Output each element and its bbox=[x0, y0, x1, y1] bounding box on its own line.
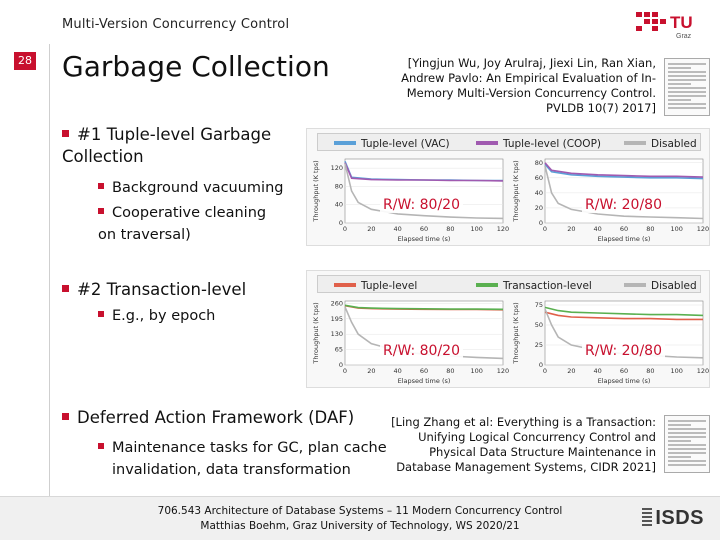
chart-tuple-level-gc bbox=[306, 128, 710, 246]
x-tick-label: 60 bbox=[619, 225, 629, 233]
y-tick-label: 130 bbox=[330, 330, 343, 339]
x-tick-label: 40 bbox=[393, 225, 402, 233]
x-tick-label: 20 bbox=[367, 225, 376, 233]
x-tick-label: 60 bbox=[419, 225, 429, 233]
legend-swatch bbox=[624, 141, 646, 145]
y-axis-label: Throughput (K tps) bbox=[312, 160, 320, 222]
legend-label: Tuple-level (VAC) bbox=[361, 138, 450, 150]
x-tick-label: 20 bbox=[367, 367, 376, 375]
x-tick-label: 60 bbox=[419, 367, 429, 375]
legend-label: Disabled bbox=[651, 280, 697, 292]
y-tick-label: 260 bbox=[330, 299, 343, 308]
isds-logo-mark bbox=[642, 508, 652, 526]
x-tick-label: 100 bbox=[670, 225, 683, 233]
y-axis-label: Throughput (K tps) bbox=[512, 160, 520, 222]
bullet-text: #2 Transaction-level bbox=[77, 280, 247, 299]
y-tick-label: 80 bbox=[334, 182, 343, 191]
left-margin-bar bbox=[0, 44, 50, 496]
label-rw-20-80: R/W: 20/80 bbox=[582, 197, 665, 213]
x-tick-label: 100 bbox=[470, 225, 483, 233]
x-tick-label: 40 bbox=[593, 367, 602, 375]
bullet-marker bbox=[62, 130, 69, 137]
plot-rw-20-80 bbox=[511, 297, 709, 387]
footer-course: 706.543 Architecture of Database Systems – 11 Modern Concurrency Control bbox=[157, 505, 563, 517]
x-tick-label: 120 bbox=[496, 367, 509, 375]
y-tick-label: 0 bbox=[538, 219, 543, 227]
y-tick-label: 40 bbox=[334, 200, 343, 209]
x-tick-label: 60 bbox=[619, 367, 629, 375]
x-tick-label: 20 bbox=[567, 367, 576, 375]
bullet-tuple-level-gc bbox=[62, 124, 302, 168]
logo-text: TU bbox=[670, 13, 693, 32]
paper-thumbnail-2 bbox=[664, 415, 710, 473]
sub-bullet-maintenance-tasks bbox=[98, 437, 398, 481]
sub-bullet-epoch bbox=[98, 305, 278, 327]
paper-thumbnail-1 bbox=[664, 58, 710, 116]
y-tick-label: 0 bbox=[338, 361, 343, 369]
isds-logo bbox=[642, 507, 704, 530]
isds-logo-text: ISDS bbox=[655, 507, 704, 529]
bullet-transaction-level bbox=[62, 279, 292, 301]
legend-item bbox=[334, 138, 450, 150]
x-tick-label: 0 bbox=[342, 367, 348, 375]
tu-graz-logo bbox=[634, 8, 700, 40]
label-rw-80-20: R/W: 80/20 bbox=[380, 197, 463, 213]
legend-swatch bbox=[624, 283, 646, 287]
y-tick-label: 120 bbox=[330, 164, 343, 173]
y-tick-label: 65 bbox=[334, 345, 343, 354]
y-tick-label: 80 bbox=[534, 158, 543, 167]
x-tick-label: 80 bbox=[646, 225, 655, 233]
footer bbox=[0, 496, 720, 540]
sub-bullet-text: Cooperative cleaning on traversal) bbox=[98, 205, 267, 243]
sub-bullet-text: E.g., by epoch bbox=[112, 308, 216, 324]
y-tick-label: 25 bbox=[534, 341, 543, 349]
x-tick-label: 80 bbox=[646, 367, 655, 375]
y-tick-label: 75 bbox=[534, 301, 543, 309]
bullet-marker bbox=[62, 413, 69, 420]
y-axis-label: Throughput (K tps) bbox=[312, 302, 320, 364]
citation-mvcc-paper: [Yingjun Wu, Joy Arulraj, Jiexi Lin, Ran Xian, Andrew Pavlo: An Empirical Evaluation of In-Memory Multi-Version Concurrency Control. PVLDB 10(7) 2017] bbox=[401, 56, 656, 115]
footer-author: Matthias Boehm, Graz University of Technology, WS 2020/21 bbox=[200, 520, 520, 532]
x-tick-label: 40 bbox=[393, 367, 402, 375]
sub-bullet-cooperative-cleaning bbox=[98, 202, 278, 246]
sub-bullet-text: Maintenance tasks for GC, plan cache invalidation, data transformation bbox=[112, 440, 387, 478]
legend-label: Tuple-level (COOP) bbox=[503, 138, 601, 150]
label-rw-80-20: R/W: 80/20 bbox=[380, 343, 463, 359]
y-tick-label: 50 bbox=[534, 321, 543, 329]
chart2-legend bbox=[317, 275, 701, 293]
x-tick-label: 0 bbox=[542, 225, 548, 233]
footer-text bbox=[0, 504, 720, 534]
x-tick-label: 40 bbox=[593, 225, 602, 233]
x-axis-label: Elapsed time (s) bbox=[397, 377, 451, 385]
sub-bullet-marker bbox=[98, 443, 104, 449]
x-tick-label: 120 bbox=[696, 225, 709, 233]
label-rw-20-80: R/W: 20/80 bbox=[582, 343, 665, 359]
bullet-text: Deferred Action Framework (DAF) bbox=[77, 408, 355, 427]
chart-transaction-level-gc bbox=[306, 270, 710, 388]
legend-item bbox=[624, 280, 697, 292]
legend-label: Tuple-level bbox=[361, 280, 418, 292]
y-tick-label: 40 bbox=[534, 188, 543, 197]
x-tick-label: 120 bbox=[496, 225, 509, 233]
legend-item bbox=[476, 280, 592, 292]
plot-area bbox=[545, 159, 703, 223]
chart1-legend bbox=[317, 133, 701, 151]
logo-sub: Graz bbox=[676, 33, 692, 40]
page-number: 28 bbox=[14, 52, 36, 70]
bullet-marker bbox=[62, 285, 69, 292]
legend-swatch bbox=[334, 141, 356, 145]
x-axis-label: Elapsed time (s) bbox=[597, 235, 651, 243]
legend-item bbox=[624, 138, 697, 150]
plot-area bbox=[345, 159, 503, 223]
x-tick-label: 20 bbox=[567, 225, 576, 233]
bullet-text: #1 Tuple-level Garbage Collection bbox=[62, 125, 272, 166]
y-tick-label: 60 bbox=[534, 173, 543, 182]
legend-swatch bbox=[334, 283, 356, 287]
sub-bullet-marker bbox=[98, 208, 104, 214]
x-axis-label: Elapsed time (s) bbox=[397, 235, 451, 243]
citation-daf-paper: [Ling Zhang et al: Everything is a Transaction: Unifying Logical Concurrency Control and Physical Data Structure Maintenance in Database Management Systems, CIDR 2021] bbox=[391, 415, 656, 474]
legend-item bbox=[476, 138, 601, 150]
y-axis-label: Throughput (K tps) bbox=[512, 302, 520, 364]
bullet-daf bbox=[62, 407, 382, 429]
slide-title: Garbage Collection bbox=[62, 50, 330, 83]
legend-label: Disabled bbox=[651, 138, 697, 150]
x-tick-label: 100 bbox=[470, 367, 483, 375]
x-tick-label: 0 bbox=[342, 225, 348, 233]
x-tick-label: 120 bbox=[696, 367, 709, 375]
legend-swatch bbox=[476, 141, 498, 145]
legend-item bbox=[334, 280, 417, 292]
header-title: Multi-Version Concurrency Control bbox=[62, 17, 290, 32]
x-tick-label: 100 bbox=[670, 367, 683, 375]
plot-rw-80-20 bbox=[311, 297, 509, 387]
x-tick-label: 0 bbox=[542, 367, 548, 375]
sub-bullet-background-vacuuming bbox=[98, 177, 298, 199]
x-tick-label: 80 bbox=[446, 225, 455, 233]
y-tick-label: 0 bbox=[538, 361, 543, 369]
sub-bullet-marker bbox=[98, 311, 104, 317]
sub-bullet-marker bbox=[98, 183, 104, 189]
legend-swatch bbox=[476, 283, 498, 287]
sub-bullet-text: Background vacuuming bbox=[112, 180, 284, 196]
y-tick-label: 20 bbox=[534, 203, 543, 212]
x-axis-label: Elapsed time (s) bbox=[597, 377, 651, 385]
x-tick-label: 80 bbox=[446, 367, 455, 375]
y-tick-label: 0 bbox=[338, 219, 343, 227]
y-tick-label: 195 bbox=[330, 314, 343, 323]
legend-label: Transaction-level bbox=[503, 280, 592, 292]
